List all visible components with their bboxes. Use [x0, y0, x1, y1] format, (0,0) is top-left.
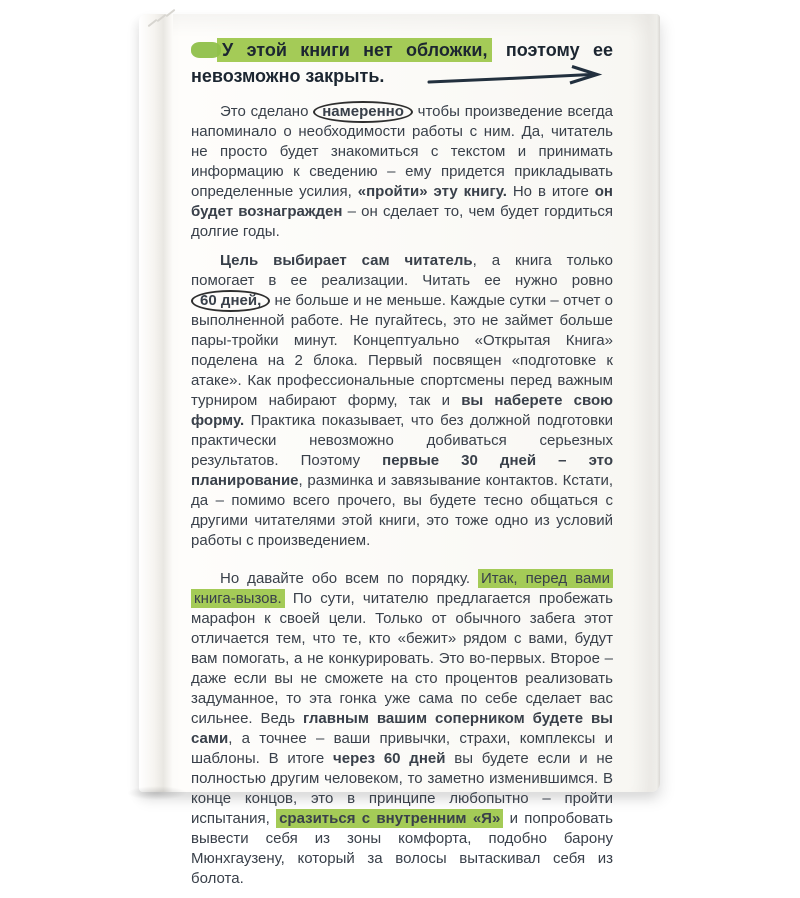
text-segment: поэтому ее: [492, 40, 613, 60]
book-right-edge: [648, 14, 660, 792]
text-segment: Это сделано: [220, 103, 314, 120]
long-right-arrow-icon: [427, 64, 613, 90]
text-segment: , а точнее – ваши привычки, страхи, комплексы и шаблоны. В итоге: [191, 730, 613, 767]
book-page: [139, 14, 660, 887]
bold-text: Цель выбирает сам читатель: [220, 252, 473, 269]
bold-text: через 60 дней: [333, 750, 446, 767]
text-segment: Практика показывает, что без должной подготовки практически невозможно добиваться серьезных результатов. Поэтому: [191, 412, 613, 469]
highlight-swash-icon: [191, 42, 221, 58]
page-corner-marks-icon: [145, 10, 185, 32]
paragraph: [191, 569, 613, 889]
page-content: [191, 39, 613, 898]
bold-text: вы наберете свою форму.: [191, 392, 613, 429]
paragraph: [191, 102, 613, 242]
text-segment: , а книга только помогает в ее реализации. Читать ее нужно ровно: [191, 252, 613, 289]
text-segment: , разминка и завязывание контактов. Кстати, да – помимо всего прочего, вы будете тесно общаться с другими читателями этой книги, это тоже одно из условий работы с произведением.: [191, 472, 613, 549]
bold-text: он будет вознагражден: [191, 183, 613, 220]
bold-text: первые 30 дней – это планирование: [191, 452, 613, 489]
heading-line1-text: [217, 38, 613, 62]
text-segment: По сути, читателю предлагается пробежать марафон к своей цели. Только от обычного забега этот отличается тем, что те, кто «бежит» рядом с вами, будут вам помогать, а не конкурировать. Это во-первых. Второе – даже если вы не сможете на сто процентов реализовать задуманное, то эта гонка уже сама по себе сделает вас сильнее. Ведь: [191, 590, 613, 727]
heading-line-2: невозможно закрыть.: [191, 65, 385, 86]
book-shadow: [127, 786, 187, 800]
bold-text: «пройти» эту книгу.: [357, 183, 507, 200]
highlighted-text: Итак, перед вами книга-вызов.: [191, 569, 613, 608]
book-spine-edge: [139, 14, 173, 792]
highlighted-text: сразиться с внутренним «Я»: [276, 809, 503, 828]
text-segment: и попробовать вывести себя из зоны комфорта, подобно барону Мюнхгаузену, который за волосы вытаскивал себя из болота.: [191, 810, 613, 887]
text-segment: Но давайте обо всем по порядку.: [220, 570, 479, 587]
circled-text: намеренно: [313, 101, 413, 123]
circled-text: 60 дней,: [191, 290, 270, 312]
heading-line-2-row: [191, 62, 613, 90]
paragraph: [191, 251, 613, 551]
text-segment: чтобы произведение всегда напоминало о необходимости работы с ним. Да, читатель не просто будет знакомиться с текстом и принимать информацию к сведению – ему придется прикладывать определенные усилия,: [191, 103, 613, 200]
text-segment: Но в итоге: [506, 183, 595, 200]
page-text: [191, 102, 613, 889]
heading-line-1: [191, 39, 613, 62]
highlighted-text: У этой книги нет обложки,: [217, 38, 492, 62]
text-segment: – он сделает то, чем будет гордиться долгие годы.: [191, 203, 613, 240]
text-segment: не больше и не меньше. Каждые сутки – отчет о выполненной работе. Не пугайтесь, это не займет больше пары-тройки минут. Концептуально «Открытая Книга» поделена на 2 блока. Первый посвящен «подготовке к атаке». Как профессиональные спортсмены перед важным турниром набирают форму, так и: [191, 292, 613, 409]
page-title: [191, 39, 613, 90]
bold-text: главным вашим соперником будете вы сами: [191, 710, 613, 747]
text-segment: вы будете если и не полностью другим человеком, то заметно изменившимся. В конце концов, это в принципе любопытно – пройти испытания,: [191, 750, 613, 827]
